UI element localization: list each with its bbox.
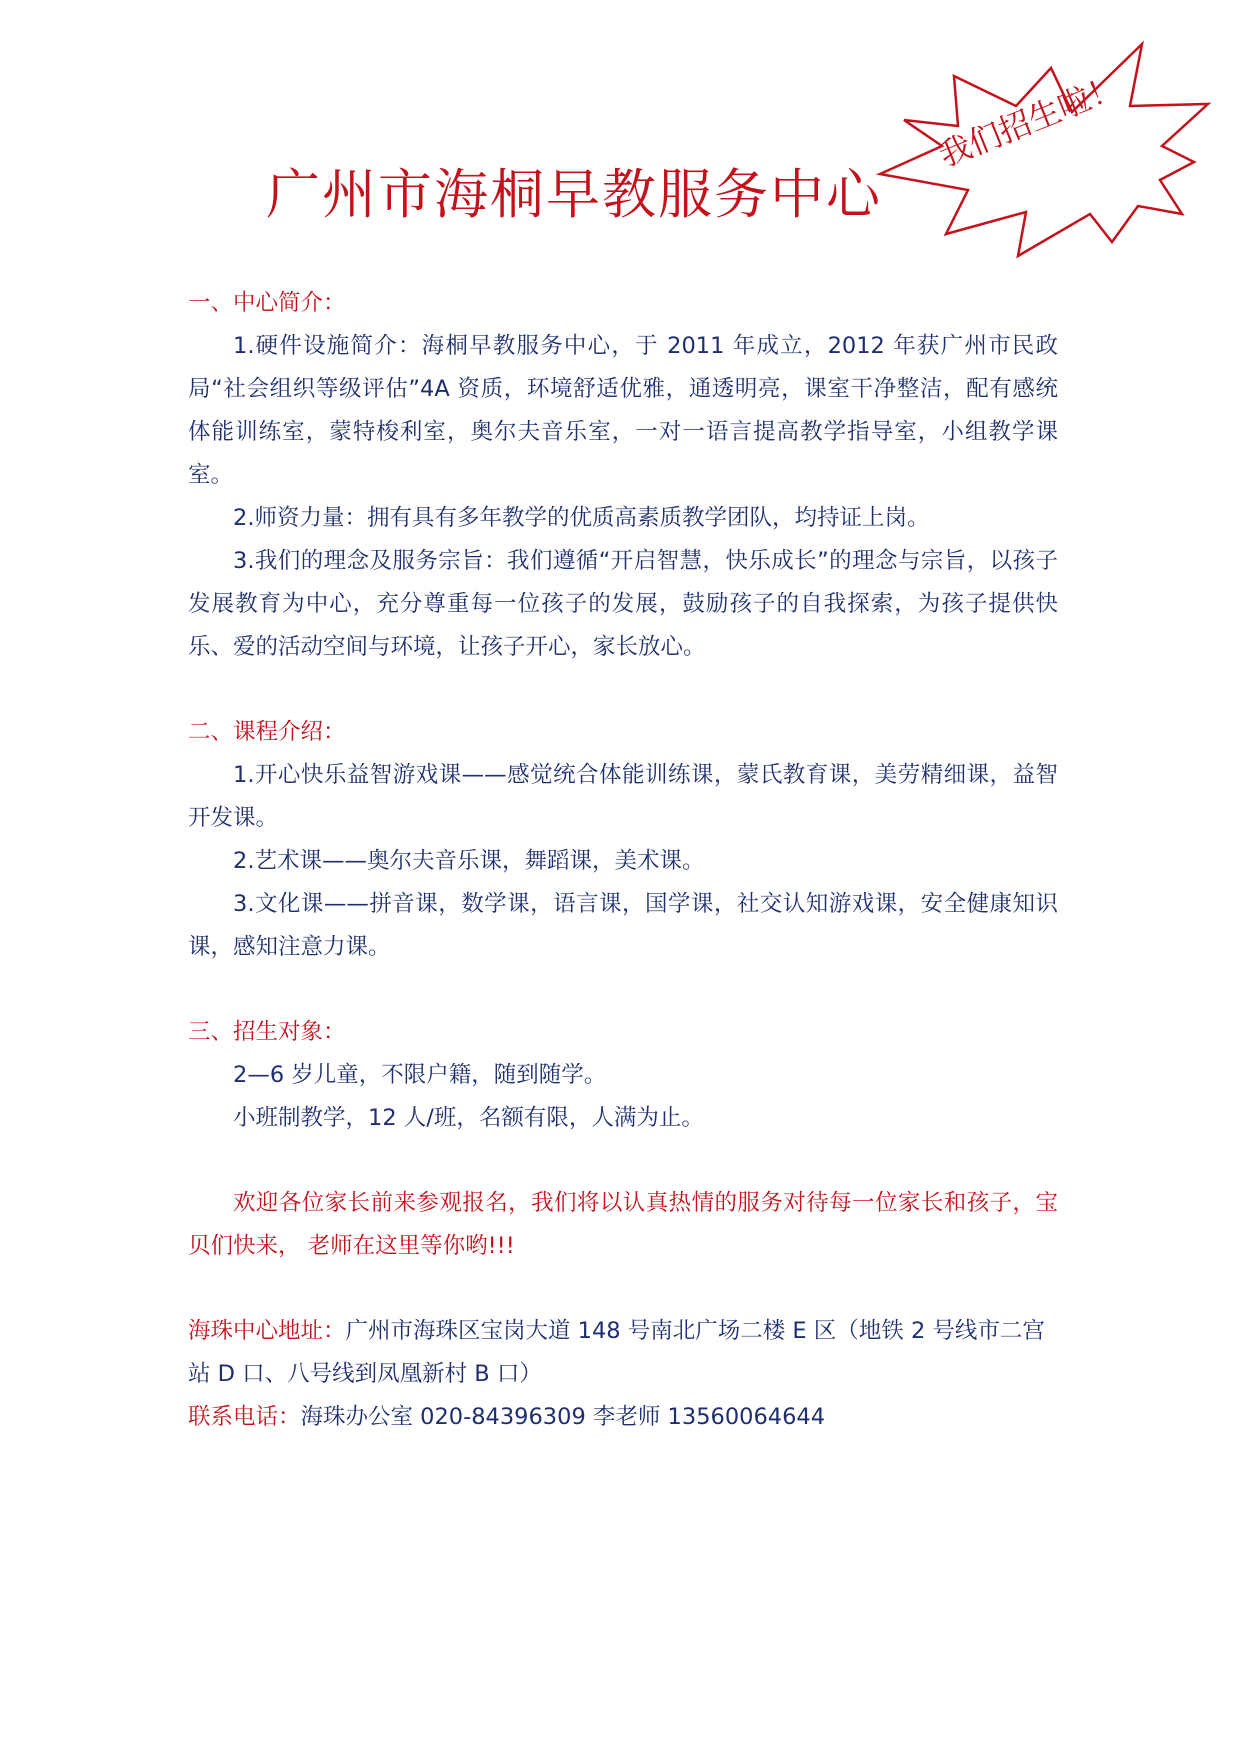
enrollment-item-1: 2—6 岁儿童，不限户籍，随到随学。	[233, 1062, 607, 1088]
starburst-icon	[876, 38, 1226, 278]
intro-paragraph-3: 3.我们的理念及服务宗旨：我们遵循“开启智慧，快乐成长”的理念与宗旨，以孩子发展教育为中心，充分尊重每一位孩子的发展，鼓励孩子的自我探索，为孩子提供快乐、爱的活动空间与环境，让孩子开心，家长放心。	[188, 548, 1058, 660]
intro-paragraph-1: 1.硬件设施简介：海桐早教服务中心，于 2011 年成立，2012 年获广州市民政局“社会组织等级评估”4A 资质，环境舒适优雅，通透明亮，课室干净整洁，配有感统体能训练室，蒙特梭利室，奥尔夫音乐室，一对一语言提高教学指导室，小组教学课室。	[188, 333, 1058, 488]
address-value: 广州市海珠区宝岗大道 148 号南北广场二楼 E 区（地铁 2 号线市二宫站 D 口、八号线到凤凰新村 B 口）	[188, 1318, 1045, 1387]
welcome-message: 欢迎各位家长前来参观报名，我们将以认真热情的服务对待每一位家长和孩子，宝贝们快来， 老师在这里等你哟!!!	[188, 1190, 1058, 1259]
stamp-text: 我们招生啦！	[933, 67, 1126, 175]
phone-row	[188, 1396, 1058, 1439]
address-label: 海珠中心地址：	[188, 1318, 346, 1344]
phone-value: 海珠办公室 020-84396309 李老师 13560064644	[300, 1404, 826, 1430]
spacer	[188, 669, 1058, 711]
intro-paragraph-2: 2.师资力量：拥有具有多年教学的优质高素质教学团队，均持证上岗。	[233, 505, 930, 531]
document-body	[188, 282, 1058, 1439]
section-heading-courses: 二、课程介绍：	[188, 719, 346, 745]
course-item-1: 1.开心快乐益智游戏课——感觉统合体能训练课，蒙氏教育课，美劳精细课，益智开发课。	[188, 762, 1058, 831]
section-heading-enrollment: 三、招生对象：	[188, 1019, 346, 1045]
spacer	[188, 1140, 1058, 1182]
address-row	[188, 1310, 1058, 1396]
course-item-3: 3.文化课——拼音课，数学课，语言课，国学课，社交认知游戏课，安全健康知识课，感知注意力课。	[188, 891, 1058, 960]
section-heading-intro: 一、中心简介：	[188, 290, 346, 316]
page-title: 广州市海桐早教服务中心	[266, 163, 882, 226]
spacer	[188, 969, 1058, 1011]
spacer	[188, 1268, 1058, 1310]
course-item-2: 2.艺术课——奥尔夫音乐课，舞蹈课，美术课。	[233, 848, 705, 874]
starburst-stamp	[876, 38, 1226, 278]
phone-label: 联系电话：	[188, 1404, 301, 1430]
enrollment-item-2: 小班制教学，12 人/班，名额有限，人满为止。	[233, 1105, 704, 1131]
